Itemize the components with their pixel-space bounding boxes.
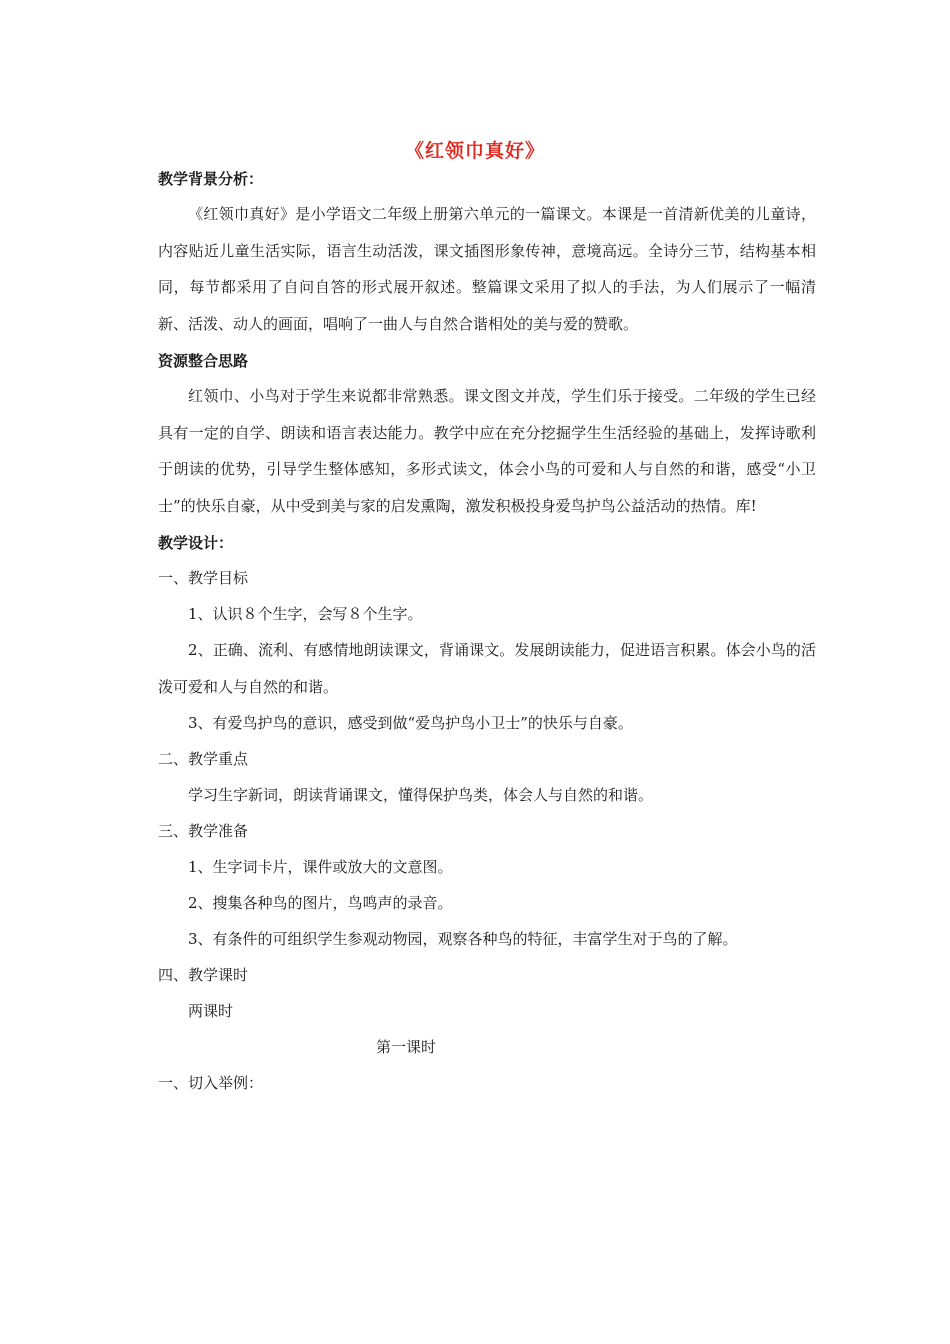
background-paragraph: 《红领巾真好》是小学语文二年级上册第六单元的一篇课文。本课是一首清新优美的儿童诗，内容贴近儿童生活实际，语言生动活泼，课文插图形象传神，意境高远。全诗分三节，结构基本相同，每节都采用了自问自答的形式展开叙述。整篇课文采用了拟人的手法，为人们展示了一幅清新、活泼、动人的画面，唱响了一曲人与自然合谐相处的美与爱的赞歌。 (158, 205, 816, 333)
resources-heading: 资源整合思路 (158, 352, 249, 370)
resources-paragraph: 红领巾、小鸟对于学生来说都非常熟悉。课文图文并茂，学生们乐于接受。二年级的学生已经具有一定的自学、朗读和语言表达能力。教学中应在充分挖掘学生生活经验的基础上，发挥诗歌利于朗读的优势，引导学生整体感知，多形式读文，体会小鸟的可爱和人与自然的和谐，感受“小卫士”的快乐自豪，从中受到美与家的启发熏陶，激发积极投身爱鸟护鸟公益活动的热情。库! (158, 387, 816, 515)
hours-text: 两课时 (188, 1002, 234, 1020)
hours-heading: 四、教学课时 (158, 966, 249, 984)
prep-heading: 三、教学准备 (158, 822, 249, 840)
prep-item-3: 3、有条件的可组织学生参观动物园，观察各种鸟的特征，丰富学生对于鸟的了解。 (188, 930, 738, 948)
focus-heading: 二、教学重点 (158, 750, 249, 768)
lesson-1-heading: 第一课时 (376, 1038, 437, 1056)
document-title: 《红领巾真好》 (404, 140, 545, 162)
goal-item-3: 3、有爱鸟护鸟的意识，感受到做“爱鸟护鸟小卫士”的快乐与自豪。 (188, 714, 633, 732)
document-body (158, 162, 816, 1101)
goal-item-1: 1、认识８个生字，会写８个生字。 (188, 605, 423, 623)
prep-item-2: 2、搜集各种鸟的图片，鸟鸣声的录音。 (188, 894, 453, 912)
design-heading: 教学设计： (158, 534, 234, 552)
focus-text: 学习生字新词，朗读背诵课文，懂得保护鸟类，体会人与自然的和谐。 (188, 786, 654, 804)
background-heading: 教学背景分析： (158, 170, 264, 188)
prep-item-1: 1、生字词卡片，课件或放大的文意图。 (188, 858, 453, 876)
lesson-1-step-1: 一、切入举例： (158, 1074, 264, 1092)
goals-heading: 一、教学目标 (158, 569, 249, 587)
goal-item-2: 2、正确、流利、有感情地朗读课文，背诵课文。发展朗读能力，促进语言积累。体会小鸟的活泼可爱和人与自然的和谐。 (158, 641, 816, 696)
